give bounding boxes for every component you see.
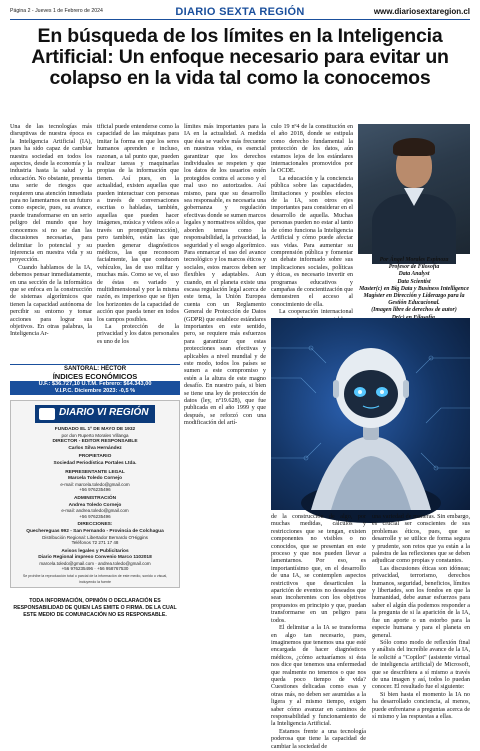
paragraph: El delimitar a la IA se transforma en algo tan necesario, pues, imaginemos que tenemos una que esté encargada de hacer diagnósticos médicos, ¿cómo actuaríamos si ésta nos dice que tenemos una enfermedad que realmente no tenemos o que nos queda poco tiempo de vida? Cuestiones delicadas como esas y otras más, no deben ser asumidas a la ligera y al mismo tiempo, exigen saber cómo avanzar en caminos de responsabilidad y funcionamiento de la Inteligencia Artificial. [271, 625, 366, 728]
author-photo-hair [393, 138, 435, 156]
reproduction-note: Se prohíbe la reproducción total o parcial de la información de este medio, sonido o visual, incluyendo la fuente [22, 574, 168, 584]
paragraph: de la construcción de algo, por muchas medidas, cálculos y restricciones que se tengan, existen componentes no visibles o no conocidos, que se presentan en este proceso y que nos pueden llevar a lamentarnos. Por eso, es importantísimo que, en el desarrollo de una IA, se contemplen aspectos restrictivos que desarticulen la aparición de eventos no deseados que sean incoherentes con los objetivos propuestos en principio y que, puedan transformarse en un peligro para todos. [271, 514, 366, 624]
paragraph: Sólo como modo de reflexión final y análisis del increíble avance de la IA, le solicité a "Copilot" (asistente virtual de inteligencia artificial) de Microsoft, que se describiera a sí mismo a través de una imagen y así, todos lo puedan conocer. El resultado fue el siguiente: [372, 639, 470, 691]
distribution: Distribución Regional: Libertador Bernardo O'Higgins [42, 534, 148, 540]
author-credential: Data Scientist [397, 278, 431, 285]
admin-email[interactable]: e-mail: andrea.toledo@gmail.com [61, 508, 129, 514]
masthead-details [11, 423, 179, 585]
admin-label: ADMINISTRACIÓN [73, 495, 117, 501]
newspaper-logo [35, 405, 155, 423]
admin-name: Andrea Toledo Cornejo [68, 502, 122, 508]
masthead-box [10, 400, 180, 588]
page-info: Página 2 - Jueves 1 de Febrero de 2024 [10, 8, 103, 14]
website-link[interactable]: www.diariosextaregion.cl [373, 7, 470, 16]
author-credential: Magíster en Dirección y Liderazgo para la Gestión Educacional. [363, 293, 465, 307]
author-name: Por Ángel Morales Espinoza [379, 257, 449, 263]
contact-phones: +56 976235496 · +56 958767530 [61, 566, 129, 572]
article-column-2 [97, 124, 179, 346]
paragraph: Cuando hablamos de la IA, debemos pensar inmediatamente, en una sección de la informática que se enfoca en la construcción de sistemas algorítmicos que tienen la capacidad autónoma de percibir su entorno y tomar acciones para lograr sus objetivos. En otras palabras, la Inteligencia Ar- [10, 264, 92, 338]
article-column-5 [271, 514, 366, 751]
article-column-1 [10, 124, 92, 339]
paragraph: tificial puede entenderse como la capacidad de las máquinas para imitar la forma en que los seres humanos aprenden e incluso, razonan, a tal punto que, pueden realizar tareas y maquinarlas propias de la información que tienen. Así pues, en la actualidad, existen aquellas que pueden interactuar con personas a través de conversaciones escritas o habladas, también, aquellas que pueden hacer imágenes, música y videos sólo a través un prompt(instrucción), pero también, están las que pueden generar diagnósticos médicos, las que reconocen facialmente, las que conducen vehículos, las de uso militar y muchas más. Como se ve, el uso de éstas es variado y multidimensional y por la misma razón, es imperioso que se fijen los horizontes de la capacidad de acción que pueda tener en todos los campos posibles. [97, 124, 179, 323]
paragraph: límites más importantes para la IA en la actualidad. A medida que ésta se vuelve más frecuente en nuestras vidas, es esencial garantizar que los derechos individuales se respeten y que los datos de los usuarios estén protegidos contra el acceso y el mal uso no autorizados. Así mismo, para que su desarrollo sea responsable, es necesaria una gobernanza y regulación efectivas donde se sumen marcos legales y normativos sólidos, que aborden temas como la responsabilidad, la privacidad, la seguridad y el sesgo algorítmico. Para enmarcar el uso del avance tecnológico y los marcos éticos y sociales, estos marcos deben ser flexibles y adaptables. Aun cuando, en el planeta existe una escasa regulación legal acerca de este tema, la Unión Europea cuenta con un Reglamento General de Protección de Datos (GDPR) que establece estándares importantes en este sentido, pero, se requiere más esfuerzos para garantizar que estas protecciones sean efectivas y aplicables a nivel mundial y de este modo, todos los países se sumen a este compromiso y estén a la altura de este magno desafío. En nuestro país, si bien se tiene una ley de protección de datos (ley, nº19.628), que fue publicada en el año 1999 y que después, se reforzó con una modificación del artí- [184, 124, 267, 427]
director-name: Carlos Silva Hernández [68, 445, 122, 451]
article-column-6 [372, 514, 470, 721]
paragraph: Una de las tecnologías más disruptivas de nuestra época es la Inteligencia Artificial (IA), pues ha sido capaz de cambiar nuestra sociedad en todos los aspectos, desde la economía y la industria hasta la salud y la educación. No obstante, presenta una serie de riesgos que requieren una atención inmediata para no lamentarnos en un futuro como especie, pues, su avance, puede transformarse en un serio peligro del mundo que hoy conocemos si no se dan las discusiones necesarias, para delimitar lo potencial y su injerencia en nuestra vida y su proyección. [10, 124, 92, 264]
paper-name: DIARIO SEXTA REGIÓN [175, 6, 305, 18]
paragraph: Las discusiones éticas son idóneas; privacidad, terrorismo, derechos humanos, seguridad, beneficios, límites y libertades, son los fondos en que la humanidad, debe aunar esfuerzos para saber el algún día podemos responder a la pregunta de si la aparición de la IA, fue un aporte o un estorbo para la especie humana y para el planeta en general. [372, 565, 470, 639]
owner-name: Sociedad Periodística Portales Ltda. [53, 460, 137, 466]
author-photo [358, 124, 470, 254]
legal-rep-email[interactable]: e-mail: marcela.toledo@gmail.com [60, 481, 130, 487]
logo-text: DIARIO VI REGIÓN [59, 407, 149, 418]
legal-rep-label: REPRESENTANTE LEGAL [65, 469, 125, 475]
legal-rep-phone: +56 976235496 [79, 487, 111, 493]
founder: por don Ruperto Morales Villanga [61, 432, 129, 438]
paragraph: La protección de la privacidad y los datos personales es uno de los [97, 323, 179, 345]
ai-robot-graphic [271, 318, 470, 510]
article-headline: En búsqueda de los límites en la Inteligencia Artificial: Un enfoque necesario para evitar un colapso en la vida tal como la conocemos [31, 25, 449, 89]
paragraph: una variedad de maneras. Sin embargo, es crucial ser conscientes de sus problemas éticos, pues, que se desarrolle y se utilice de forma segura y prudente, son retos que ya están a la palestra de las reflexiones que se deben adjudicar como propias y constantes. [372, 514, 470, 565]
ai-illustration [271, 318, 470, 510]
page-header [10, 6, 470, 20]
author-credential: Master(c) en Big Data y Business Intelligence [359, 285, 469, 292]
author-credential: Profesor de Filosofía [388, 264, 440, 271]
contact-emails[interactable]: marcela.toledo@gmail.com · andrea.toledo@gmail.com [39, 560, 151, 566]
paragraph: Si bien hasta el momento la IA no ha desarrollado conciencia, al menos, puede enfrentarse a preguntas acerca de sí mismo y las respuestas a ellas. [372, 691, 470, 720]
image-credit: (Imagen libre de derechos de autor) [371, 307, 457, 314]
notices-label: Avisos legales y Publicitarios [61, 548, 129, 554]
paragraph: La educación y la conciencia pública sobre las capacidades, limitaciones y posibles efectos de la IA, son otros ejes importantes para considerar en el desarrollo de aquella. Muchas personas pueden no estar al tanto de cómo funciona la Inteligencia Artificial y cómo puede afectar sus vidas. Para aumentar su comprensión pública y fomentar un debate informado sobre sus implicaciones sociales, políticas y éticas, es necesario invertir en programas educativos y campañas de concientización que demuestren el acceso al conocimiento de ella. [271, 175, 354, 308]
indices-row: V.I.P.C. Diciembre 2023: -0,5 % [10, 388, 180, 395]
article-column-3 [184, 124, 266, 428]
address: Quechereguas 992 - San Fernando - Provincia de Colchagua [26, 528, 164, 534]
phones: Teléfonos 72 271 17 48 [71, 540, 119, 546]
santoral: SANTORAL: HÉCTOR [10, 364, 180, 373]
paragraph: culo 19 nº4 de la constitución en el año 2018, donde se estipula como derecho fundamental la protección de los datos, aún estamos lejos de los estándares internacionales promovidos por la OCDE. [271, 124, 353, 175]
indices-row: U.F.: $36.727,10 U.T.M. Febrero: $64.343,00 [10, 381, 180, 388]
director-label: DIRECTOR - EDITOR RESPONSABLE [52, 439, 138, 445]
founded: FUNDADO EL 1º DE MAYO DE 1932 [54, 427, 136, 432]
legal-rep-name: Marcela Toledo Cornejo [67, 476, 123, 482]
paragraph: Estamos frente a una tecnología poderosa que tiene la capacidad de cambiar la sociedad de [271, 728, 366, 750]
address-label: DIRECCIONES: [77, 522, 113, 528]
admin-phone: +56 976235496 [79, 513, 111, 519]
logo-icon [39, 408, 55, 420]
economic-indices-box [10, 364, 180, 392]
notices: Diario Regional impreso Convenio Marco 1102018 [38, 555, 152, 561]
disclaimer: TODA INFORMACIÓN, OPINIÓN O DECLARACIÓN ES RESPONSABILIDAD DE QUIEN LAS EMITE O FIRMA. DE LA CUAL ESTE MEDIO DE COMUNICACIÓN NO ES RESPONSABLE. [13, 598, 177, 618]
indices-title: ÍNDICES ECONÓMICOS [10, 373, 180, 381]
owner-label: PROPIETARIO [78, 454, 112, 460]
paragraph: La cooperación internacional [279, 309, 353, 316]
author-credential: Data Analyst [398, 271, 430, 278]
